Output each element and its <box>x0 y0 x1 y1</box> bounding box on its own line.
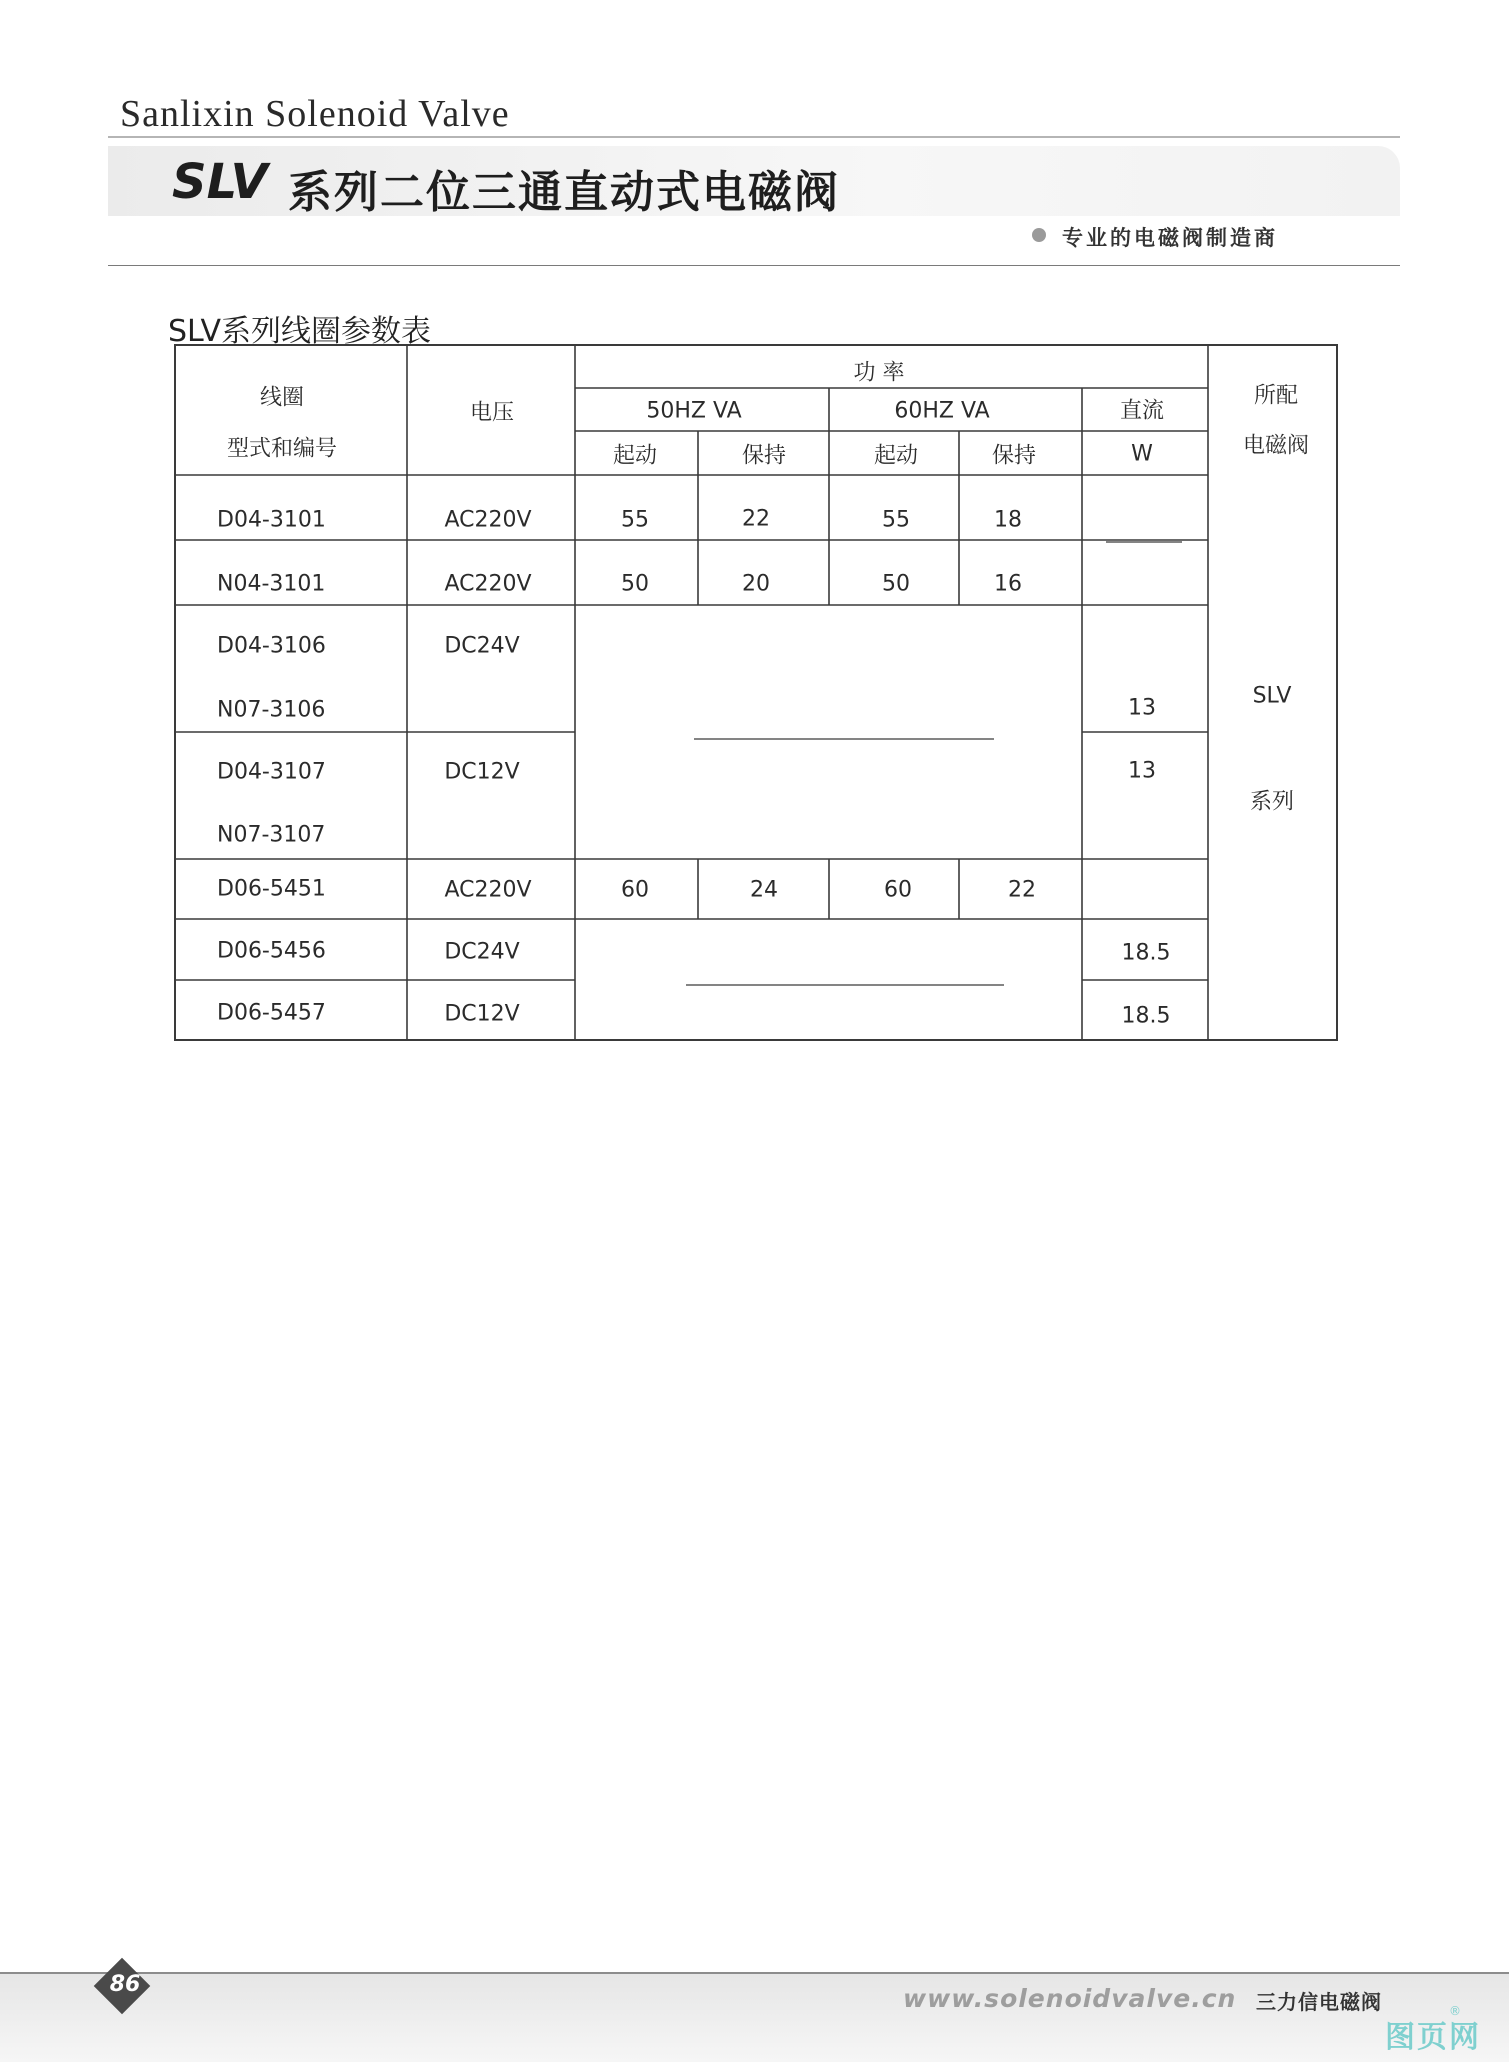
brand-name: Sanlixin Solenoid Valve <box>120 93 510 135</box>
row2-voltage: AC220V <box>444 571 532 597</box>
row5-start-60: 60 <box>884 877 912 903</box>
row4-voltage: DC12V <box>444 759 520 785</box>
row1-voltage: AC220V <box>444 507 532 533</box>
valve-name: SLV <box>1252 683 1292 709</box>
row3-model-b: N07-3106 <box>217 697 326 723</box>
header-valve-line2: 电磁阀 <box>1242 433 1310 459</box>
row1-hold-60: 18 <box>994 507 1022 533</box>
header-hold-60: 保持 <box>991 443 1037 469</box>
row4-dc: 13 <box>1128 758 1156 784</box>
header-model-line2: 型式和编号 <box>226 436 338 462</box>
row1-start-50: 55 <box>621 507 649 533</box>
row5-hold-50: 24 <box>750 877 778 903</box>
header-power: 功 率 <box>853 360 905 386</box>
header-rule <box>108 136 1400 138</box>
divider <box>108 265 1400 266</box>
row2-model: N04-3101 <box>217 571 326 597</box>
row6-dc: 18.5 <box>1121 940 1171 966</box>
row6-model: D06-5456 <box>217 938 326 964</box>
page-number: 86 <box>109 1972 141 1997</box>
header-dc: 直流 <box>1119 398 1165 424</box>
table-title: SLV系列线圈参数表 <box>168 314 431 349</box>
title-prefix: SLV <box>172 154 268 210</box>
row3-model-a: D04-3106 <box>217 633 326 659</box>
row3-voltage: DC24V <box>444 633 520 659</box>
bullet-icon <box>1032 228 1046 242</box>
row2-hold-60: 16 <box>994 571 1022 597</box>
header-60hz: 60HZ VA <box>894 398 990 424</box>
row7-dc: 18.5 <box>1121 1003 1171 1029</box>
row5-model: D06-5451 <box>217 876 326 902</box>
row3-dc: 13 <box>1128 695 1156 721</box>
row1-hold-50: 22 <box>742 506 770 532</box>
tagline: 专业的电磁阀制造商 <box>1062 226 1278 250</box>
footer-company: 三力信电磁阀 <box>1256 1990 1382 2014</box>
row4-model-a: D04-3107 <box>217 759 326 785</box>
row2-start-50: 50 <box>621 571 649 597</box>
page-title: 系列二位三通直动式电磁阀 <box>288 167 840 218</box>
header-50hz: 50HZ VA <box>646 398 742 424</box>
footer-url: www.solenoidvalve.cn <box>903 1984 1237 2013</box>
row1-model: D04-3101 <box>217 507 326 533</box>
watermark: 图页网 <box>1385 2020 1481 2055</box>
header-model-line1: 线圈 <box>259 385 305 411</box>
row4-model-b: N07-3107 <box>217 822 326 848</box>
header-voltage: 电压 <box>469 400 515 426</box>
header-start-50: 起动 <box>612 443 658 469</box>
registered-mark: ® <box>1449 2004 1461 2018</box>
header-watt: W <box>1131 441 1153 467</box>
row5-start-50: 60 <box>621 877 649 903</box>
coil-parameter-table <box>174 344 1338 1041</box>
row2-hold-50: 20 <box>742 571 770 597</box>
header-valve-line1: 所配 <box>1253 383 1299 409</box>
header-start-60: 起动 <box>873 443 919 469</box>
row5-voltage: AC220V <box>444 877 532 903</box>
row2-start-60: 50 <box>882 571 910 597</box>
row7-voltage: DC12V <box>444 1001 520 1027</box>
row1-start-60: 55 <box>882 507 910 533</box>
row5-hold-60: 22 <box>1008 877 1036 903</box>
row6-voltage: DC24V <box>444 939 520 965</box>
header-hold-50: 保持 <box>741 443 787 469</box>
row7-model: D06-5457 <box>217 1000 326 1026</box>
valve-series: 系列 <box>1249 789 1295 815</box>
